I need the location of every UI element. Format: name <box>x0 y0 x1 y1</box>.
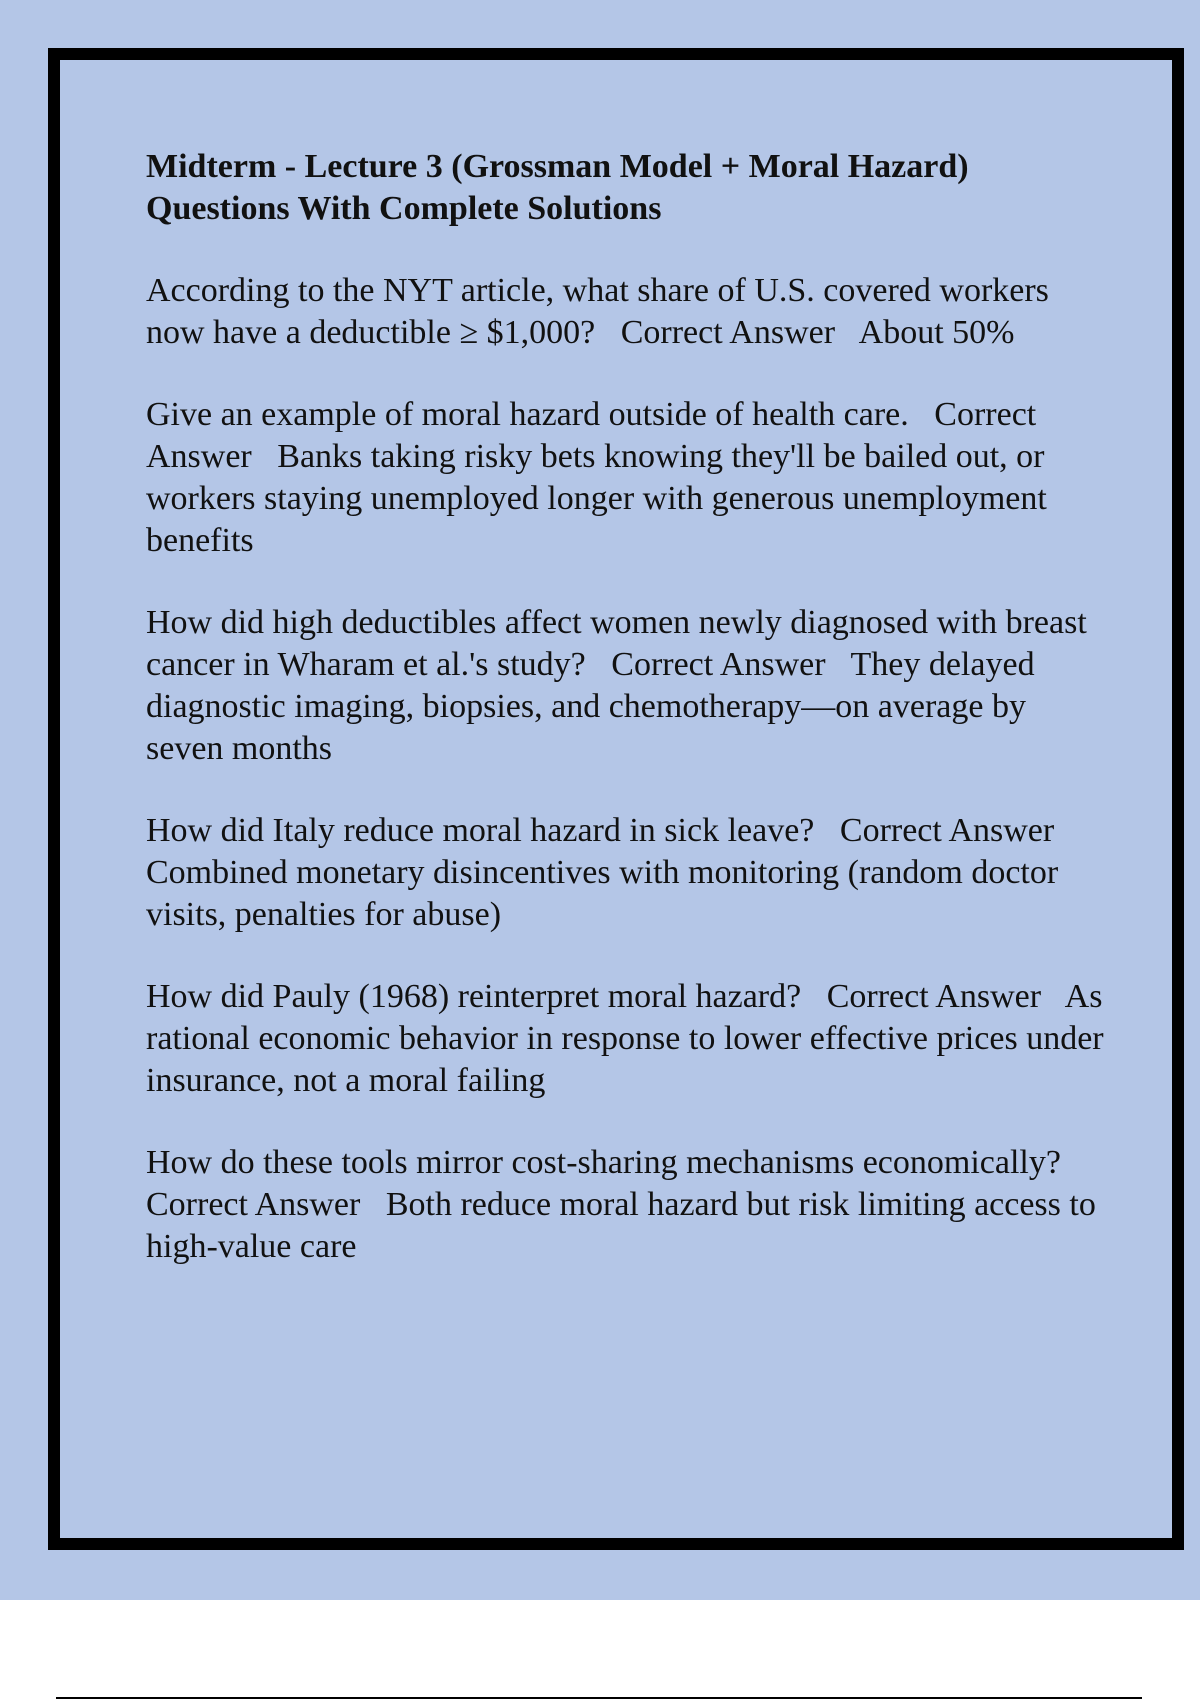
footer-divider <box>56 1697 1142 1699</box>
answer-text: Both reduce moral hazard but risk limiting access to high-value care <box>146 1186 1105 1265</box>
qa-item-3 <box>146 602 1106 770</box>
correct-answer-label: Correct Answer <box>839 812 1055 849</box>
qa-item-5 <box>146 976 1113 1102</box>
qa-item-6 <box>146 1142 1106 1268</box>
correct-answer-label: Correct Answer <box>826 978 1042 1015</box>
answer-text: As rational economic behavior in response to lower effective prices under insurance, not a moral failing <box>146 978 1113 1099</box>
qa-item-4 <box>146 810 1106 936</box>
correct-answer-label: Correct Answer <box>146 396 1043 475</box>
document-title <box>146 146 1106 230</box>
correct-answer-label: Correct Answer <box>146 1186 361 1223</box>
question-text: How do these tools mirror cost-sharing mechanisms economically? <box>146 1144 1061 1181</box>
qa-item-2 <box>146 394 1106 562</box>
question-text: Give an example of moral hazard outside of health care. <box>146 396 909 433</box>
correct-answer-label: Correct Answer <box>611 646 826 683</box>
answer-text: Combined monetary disincentives with monitoring (random doctor visits, penalties for abuse) <box>146 854 1067 933</box>
title-line-1: Midterm - Lecture 3 (Grossman Model + Moral Hazard) <box>146 148 969 185</box>
title-line-2: Questions With Complete Solutions <box>146 190 662 227</box>
document-content <box>146 146 1113 1308</box>
answer-text: About 50% <box>858 314 1015 351</box>
answer-text: They delayed diagnostic imaging, biopsies, and chemotherapy—on average by seven months <box>146 646 1044 767</box>
answer-text: Banks taking risky bets knowing they'll be bailed out, or workers staying unemployed longer with generous unemployment benefits <box>146 438 1056 559</box>
question-text: How did high deductibles affect women newly diagnosed with breast cancer in Wharam et al.'s study? <box>146 604 1096 683</box>
qa-item-1 <box>146 270 1106 354</box>
correct-answer-label: Correct Answer <box>620 314 836 351</box>
question-text: According to the NYT article, what share of U.S. covered workers now have a deductible ≥ $1,000? <box>146 272 1058 351</box>
question-text: How did Italy reduce moral hazard in sick leave? <box>146 812 815 849</box>
question-text: How did Pauly (1968) reinterpret moral hazard? <box>146 978 802 1015</box>
